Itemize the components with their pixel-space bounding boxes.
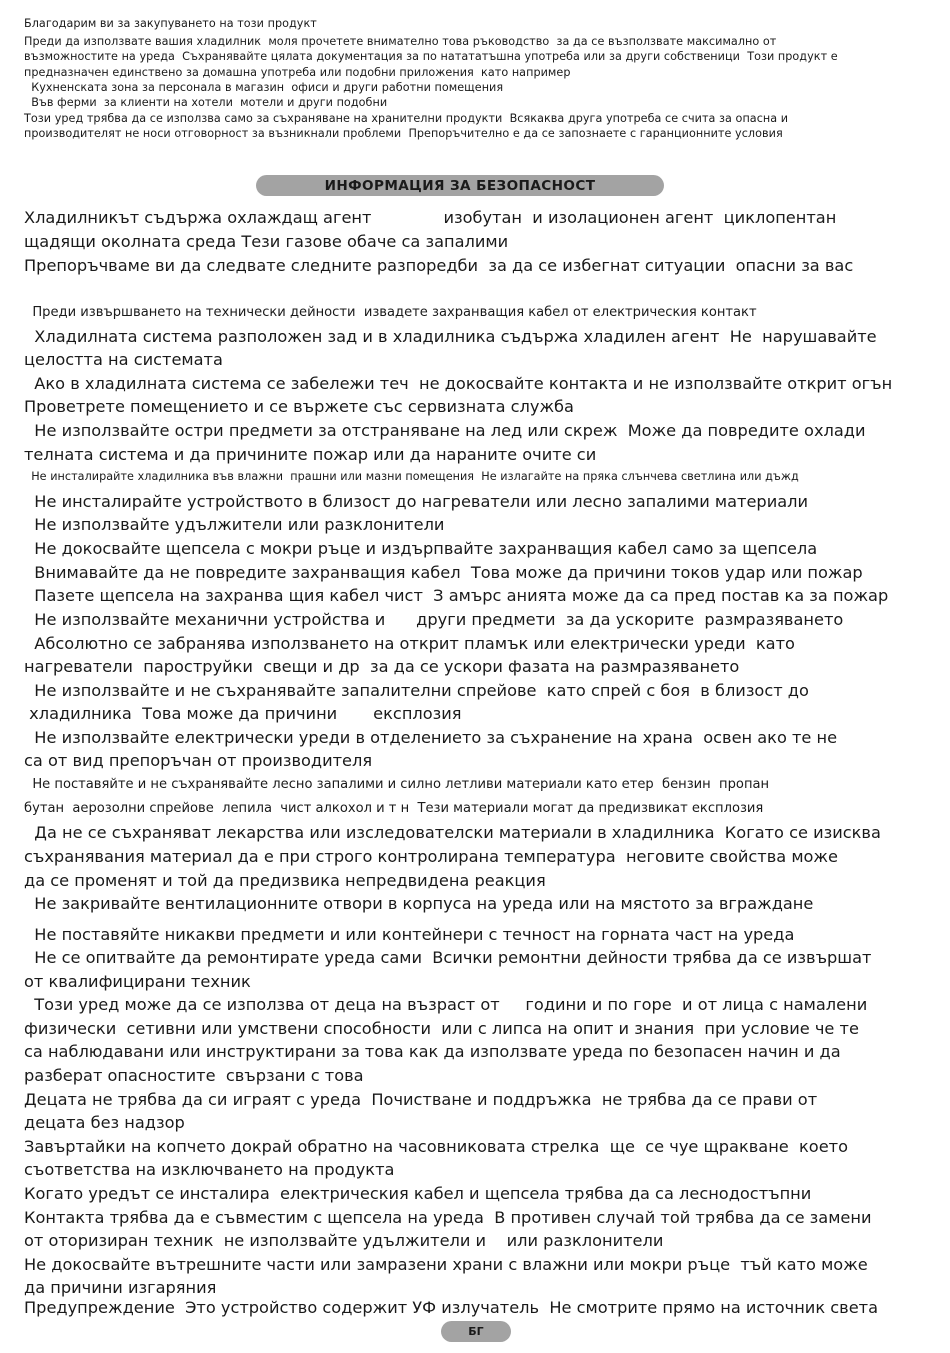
body-line: Завъртайки на копчето докрай обратно на часовниковата стрелка ще се чуе щракване което [24, 1137, 849, 1156]
body-line: Не поставяйте никакви предмети и или контейнери с течност на горната част на уреда [24, 925, 795, 944]
body-line: Този уред може да се използва от деца на възраст от години и по горе и от лица с намалени [24, 995, 868, 1014]
body-line: Абсолютно се забранява използването на открит пламък или електрически уреди като [24, 634, 795, 653]
body-line: хладилника Това може да причини експлозия [24, 704, 462, 723]
intro-line: възможностите на уреда Съхранявайте цялата документация за по натататъшна употреба или за други собственици Този продукт е [24, 50, 838, 63]
body-line: съответства на изключването на продукта [24, 1160, 395, 1179]
body-line: Да не се съхраняват лекарства или изследователски материали в хладилника Когато се изисква [24, 823, 881, 842]
body-line: Не използвайте остри предмети за отстраняване на лед или скреж Може да повредите охлади [24, 421, 866, 440]
body-line: да причини изгаряния [24, 1278, 217, 1297]
intro-line: Благодарим ви за закупуването на този продукт [24, 17, 317, 30]
body-line: Не използвайте механични устройства и други предмети за да ускорите размразяването [24, 610, 844, 629]
body-line: бутан аерозолни спрейове лепила чист алкохол и т н Тези материали могат да предизвикат експлозия [24, 801, 764, 816]
body-line: Не поставяйте и не съхранявайте лесно запалими и силно летливи материали като етер бензин пропан [24, 777, 770, 792]
body-line: Не инсталирайте устройството в близост до нагреватели или лесно запалими материали [24, 492, 809, 511]
body-line: нагреватели пароструйки свещи и др за да се ускори фазата на размразяването [24, 657, 740, 676]
body-line: са от вид препоръчан от производителя [24, 751, 373, 770]
body-line: Не инсталирайте хладилника във влажни прашни или мазни помещения Не излагайте на пряка слънчева светлина или дъжд [24, 470, 799, 483]
intro-line: Преди да използвате вашия хладилник моля прочетете внимателно това ръководство за да се възползвате максимално от [24, 35, 777, 48]
intro-line: Този уред трябва да се използва само за съхраняване на хранителни продукти Всякаква друга употреба се счита за опасна и [24, 112, 789, 125]
body-line: Хладилната система разположен зад и в хладилника съдържа хладилен агент Не нарушавайте [24, 327, 877, 346]
body-line: да се променят и той да предизвика непредвидена реакция [24, 871, 546, 890]
body-line: Хладилникът съдържа охлаждащ агент изобутан и изолационен агент циклопентан [24, 208, 837, 227]
body-line: Контакта трябва да е съвместим с щепсела на уреда В противен случай той трябва да се замени [24, 1208, 872, 1227]
body-line: Не закривайте вентилационните отвори в корпуса на уреда или на мястото за вграждане [24, 894, 814, 913]
intro-line: предназначен единствено за домашна употреба или подобни приложения като например [24, 66, 571, 79]
page-language-label: БГ [468, 1325, 484, 1338]
body-line: Преди извършването на технически дейности извадете захранващия кабел от електрическия контакт [24, 305, 757, 320]
body-line: Когато уредът се инсталира електрическия кабел и щепсела трябва да са леснодостъпни [24, 1184, 812, 1203]
body-line: щадящи околната среда Тези газове обаче са запалими [24, 232, 509, 251]
body-line: Не се опитвайте да ремонтирате уреда сами Всички ремонтни дейности трябва да се извършат [24, 948, 872, 967]
body-line: Не докосвайте вътрешните части или замразени храни с влажни или мокри ръце тъй като може [24, 1255, 868, 1274]
body-line: Препоръчваме ви да следвате следните разпоредби за да се избегнат ситуации опасни за вас [24, 256, 854, 275]
body-line: целостта на системата [24, 350, 223, 369]
intro-line: Във ферми за клиенти на хотели мотели и други подобни [24, 96, 388, 109]
body-line: Ако в хладилната система се забележи теч не докосвайте контакта и не използвайте открит огън [24, 374, 893, 393]
body-line: Предупреждение Это устройство содержит УФ излучатель Не смотрите прямо на источник света [24, 1298, 879, 1317]
body-line: Не докосвайте щепсела с мокри ръце и издърпвайте захранващия кабел само за щепсела [24, 539, 818, 558]
section-title: ИНФОРМАЦИЯ ЗА БЕЗОПАСНОСТ [324, 177, 596, 194]
body-line: Не използвайте и не съхранявайте запалителни спрейове като спрей с боя в близост до [24, 681, 809, 700]
body-line: Не използвайте електрически уреди в отделението за съхранение на храна освен ако те не [24, 728, 838, 747]
body-line: физически сетивни или умствени способности или с липса на опит и знания при условие че те [24, 1019, 859, 1038]
body-line: съхранявания материал да е при строго контролирана температура неговите свойства може [24, 847, 838, 866]
intro-line: производителят не носи отговорност за възникнали проблеми Препоръчително е да се запознаете с гаранционните условия [24, 127, 783, 140]
body-line: са наблюдавани или инструктирани за това как да използвате уреда по безопасен начин и да [24, 1042, 841, 1061]
body-line: разберат опасностите свързани с това [24, 1066, 364, 1085]
body-line: Проветрете помещението и се вържете със сервизната служба [24, 397, 574, 416]
body-line: от квалифицирани техник [24, 972, 251, 991]
body-line: Внимавайте да не повредите захранващия кабел Това може да причини токов удар или пожар [24, 563, 863, 582]
intro-line: Кухненската зона за персонала в магазин офиси и други работни помещения [24, 81, 504, 94]
section-header-bar [256, 175, 664, 196]
body-line: от оторизиран техник не използвайте удължители и или разклонители [24, 1231, 664, 1250]
body-line: Не използвайте удължители или разклонители [24, 515, 445, 534]
body-line: децата без надзор [24, 1113, 185, 1132]
body-line: Пазете щепсела на захранва щия кабел чист З амърс анията може да са пред постав ка за пожар [24, 586, 889, 605]
page-language-tab [441, 1321, 511, 1342]
body-line: Децата не трябва да си играят с уреда Почистване и поддръжка не трябва да се прави от [24, 1090, 818, 1109]
body-line: телната система и да причините пожар или да нараните очите си [24, 445, 597, 464]
